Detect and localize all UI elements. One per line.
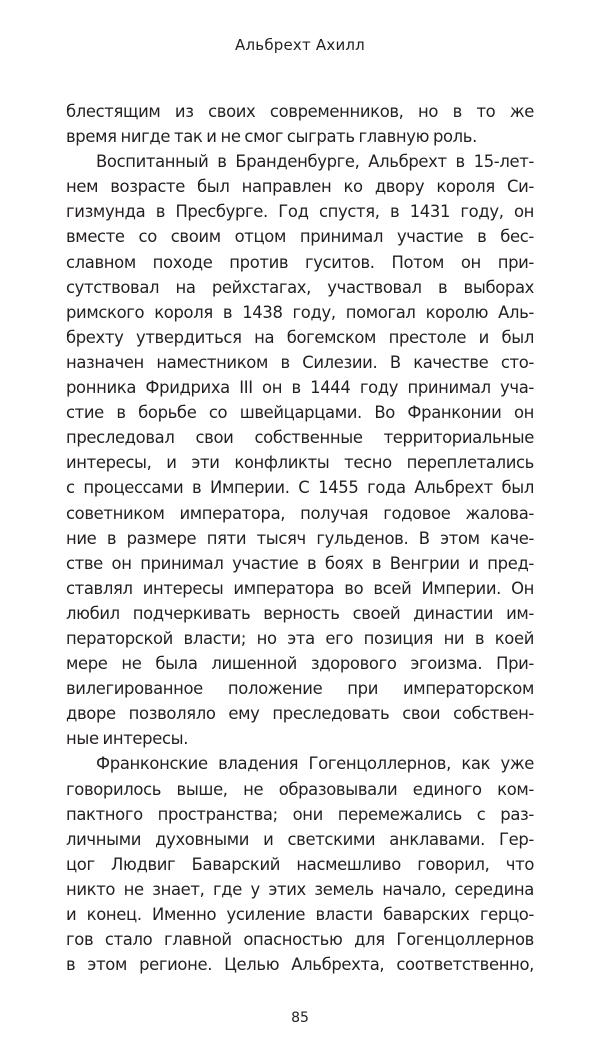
text-line: личными духовными и светскими анклавами. Гер- [66,829,534,849]
text-line: вилегированное положение при императорском [66,679,534,699]
text-line: брехту утвердиться на богемском престоле и был [66,327,534,347]
paragraph [66,99,534,149]
text-line: и конец. Именно усиление власти баварских герцо- [66,905,534,924]
text-line: славном походе против гуситов. Потом он при- [66,252,534,272]
text-line: стве он принимал участие в боях в Венгрии и пред- [66,553,534,573]
text-line: интересы, и эти конфликты тесно переплетались [66,453,534,473]
text-line: советником императора, получая годовое жалова- [66,503,534,523]
text-line: говорилось выше, не образовывали единого ком- [66,779,534,799]
text-line: блестящим из своих современников, но в то же [66,102,534,121]
text-line: гов стало главной опасностью для Гогенцоллернов [66,930,534,950]
text-line: сутствовал на рейхстагах, участвовал в выборах [66,277,534,297]
text-line: цог Людвиг Баварский насмешливо говорил, что [66,854,534,874]
text-line: римского короля в 1438 году, помогал королю Аль- [66,302,534,322]
text-line: Франконские владения Гогенцоллернов, как уже [96,754,534,774]
text-line: ние в размере пяти тысяч гульденов. В этом каче- [66,528,534,548]
paragraph [66,751,534,977]
text-line: пактного пространства; они перемежались с раз- [66,804,534,824]
text-line: назначен наместником в Силезии. В качестве сто- [66,352,534,372]
text-line: ператорской власти; но эта его позиция ни в коей [66,628,534,648]
text-line: время нигде так и не смог сыграть главную роль. [66,127,477,147]
text-line: мере не была лишенной здорового эгоизма. При- [66,654,534,674]
text-line: ставлял интересы императора во всей Империи. Он [66,578,534,598]
text-line: в этом регионе. Целью Альбрехта, соответственно, [66,955,534,975]
text-line: стие в борьбе со швейцарцами. Во Франконии он [66,403,534,423]
text-line: дворе позволяло ему преследовать свои собствен- [66,704,534,724]
text-line: ронника Фридриха III он в 1444 году принимал уча- [66,378,534,398]
paragraph [66,149,534,751]
text-line: любил подчеркивать верность своей династии им- [66,603,534,623]
text-line: с процессами в Империи. С 1455 года Альбрехт был [66,478,534,498]
text-line: Воспитанный в Бранденбурге, Альбрехт в 15-лет- [96,152,534,172]
body-text [66,99,534,977]
text-line: никто не знает, где у этих земель начало, середина [66,879,534,899]
text-line: преследовал свои собственные территориальные [66,428,534,448]
text-line: вместе со своим отцом принимал участие в бес- [66,227,534,247]
running-head: Альбрехт Ахилл [235,36,365,54]
text-line: нем возрасте был направлен ко двору короля Си- [66,177,534,197]
page-number: 85 [291,1010,309,1026]
text-line: ные интересы. [66,729,189,749]
text-line: гизмунда в Пресбурге. Год спустя, в 1431 году, он [66,202,534,222]
